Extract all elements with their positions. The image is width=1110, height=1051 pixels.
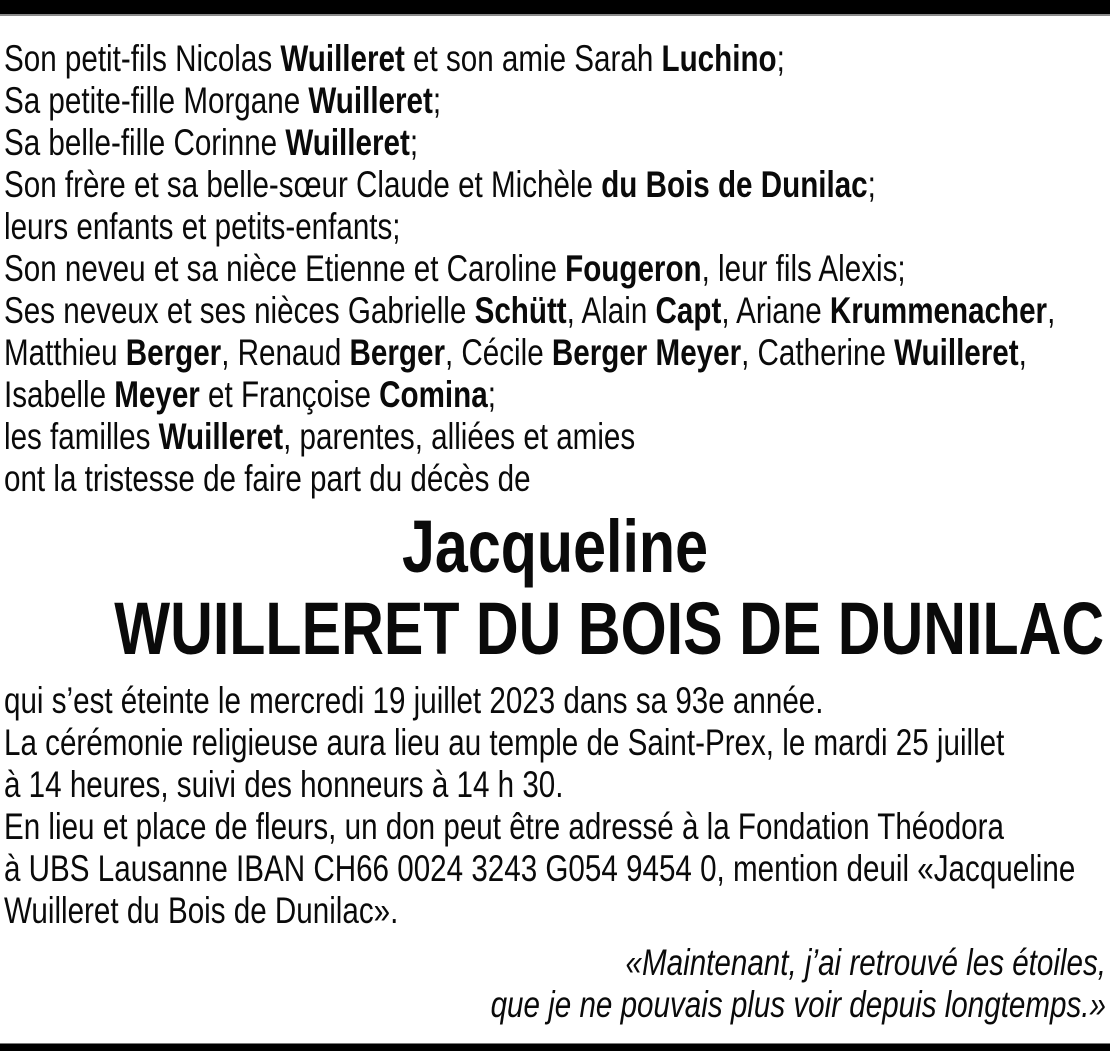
name-bold: Berger Meyer [551,332,742,373]
name-bold: Comina [379,374,488,415]
name-bold: Meyer [114,374,200,415]
text-run: ; [867,164,876,205]
name-bold: Schütt [474,290,567,331]
family-line [4,248,906,290]
family-line [4,164,886,206]
text-run: Son petit-fils Nicolas [4,38,281,79]
bottom-scan-bar [0,1043,1110,1051]
family-line [4,458,886,500]
text-run: , [1018,332,1027,373]
detail-line: En lieu et place de fleurs, un don peut être adressé à la Fondation Théodora [4,806,1004,847]
announcement-details [4,680,1106,932]
text-run: ont la tristesse de faire part du décès de [4,458,531,499]
family-line [4,38,886,80]
deceased-name [4,506,1106,670]
name-bold: du Bois de Dunilac [601,164,868,205]
detail-line: à 14 heures, suivi des honneurs à 14 h 30. [4,764,564,805]
family-line [4,80,886,122]
text-run: Matthieu [4,332,126,373]
obituary-notice [0,38,1110,1026]
text-run: et Françoise [199,374,380,415]
family-line [4,332,1027,374]
text-run: Sa belle-fille Corinne [4,122,286,163]
family-line [4,374,886,416]
family-line [4,206,886,248]
top-scan-bar [0,0,1110,16]
text-run: Isabelle [4,374,115,415]
detail-line: Wuilleret du Bois de Dunilac». [4,890,399,931]
detail-line: qui s’est éteinte le mercredi 19 juillet 2023 dans sa 93e année. [4,680,824,721]
text-run: ; [432,80,442,121]
text-run: ; [409,122,419,163]
name-bold: Berger [125,332,222,373]
text-run: , Renaud [221,332,350,373]
name-bold: Wuilleret [894,332,1019,373]
deceased-first-name: Jacqueline [401,505,708,588]
family-lines [4,38,1106,500]
text-run: , Alain [566,290,656,331]
name-bold: Wuilleret [158,416,284,457]
text-run: leurs enfants et petits-enfants; [4,206,401,247]
name-bold: Wuilleret [285,122,410,163]
name-bold: Berger [349,332,445,373]
name-bold: Luchino [661,38,777,79]
detail-line: La cérémonie religieuse aura lieu au temple de Saint-Prex, le mardi 25 juillet [4,722,1005,763]
quote-line: que je ne pouvais plus voir depuis longtemps.» [490,984,1107,1025]
text-run: Son frère et sa belle-sœur Claude et Michèle [4,164,602,205]
text-run: , [1047,290,1056,331]
name-bold: Fougeron [565,248,702,289]
name-bold: Capt [655,290,722,331]
deceased-surname: WUILLERET DU BOIS DE DUNILAC [114,587,1105,670]
text-run: , Catherine [741,332,895,373]
text-run: , Cécile [444,332,552,373]
family-line [4,122,886,164]
text-run: Son neveu et sa nièce Etienne et Caroline [4,248,566,289]
name-bold: Wuilleret [280,38,405,79]
text-run: ; [487,374,496,415]
text-run: ; [776,38,785,79]
family-line [4,416,886,458]
quote-line: «Maintenant, j’ai retrouvé les étoiles, [625,942,1106,983]
text-run: et son amie Sarah [404,38,662,79]
name-bold: Wuilleret [308,80,433,121]
detail-line: à UBS Lausanne IBAN CH66 0024 3243 G054 9454 0, mention deuil «Jacqueline [4,848,1076,889]
text-run: les familles [4,416,159,457]
memorial-quote [4,942,1106,1026]
text-run: , parentes, alliées et amies [283,416,636,457]
name-bold: Krummenacher [829,290,1048,331]
text-run: Ses neveux et ses nièces Gabrielle [4,290,475,331]
text-run: , leur fils Alexis; [701,248,906,289]
text-run: , Ariane [721,290,830,331]
text-run: Sa petite-fille Morgane [4,80,309,121]
family-line [4,290,1056,332]
